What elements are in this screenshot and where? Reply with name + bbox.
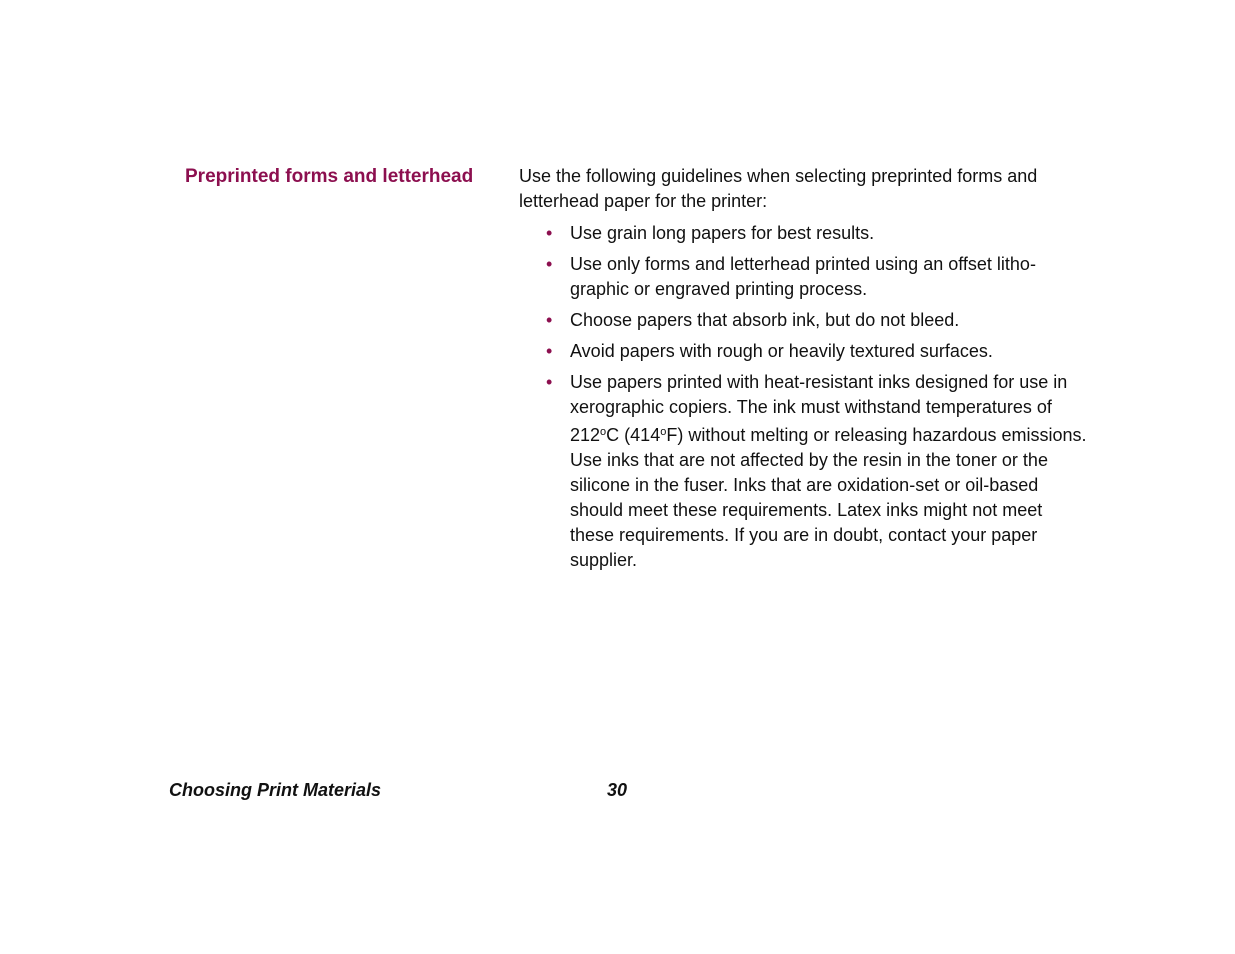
- section-content: [519, 164, 1089, 579]
- text-part: C (414: [606, 425, 661, 445]
- list-item: [519, 339, 1089, 364]
- guidelines-list: [519, 221, 1089, 573]
- bullet-icon: •: [546, 341, 553, 361]
- superscript: o: [600, 426, 607, 438]
- text-part: Use papers printed with heat-resistant inks designed for use in xerographic copiers. The ink must withstand temperatures of 212: [570, 372, 1068, 445]
- page-number: 30: [607, 780, 628, 800]
- bullet-icon: •: [546, 223, 553, 243]
- list-item: [519, 308, 1089, 333]
- list-item: [519, 252, 1089, 302]
- list-item: [519, 221, 1089, 246]
- intro-paragraph: Use the following guidelines when selecting preprinted forms and letterhead paper for the printer:: [519, 166, 1038, 211]
- list-item-text: Use grain long papers for best results.: [570, 223, 875, 243]
- text-part: F) without melting or releasing hazardous emissions. Use inks that are not affected by the resin in the toner or the silicone in the fuser. Inks that are oxidation-set or oil-based should meet these requirements. Latex inks might not meet these requirements. If you are in doubt, contact your paper supplier.: [570, 425, 1087, 570]
- footer-title: Choosing Print Materials: [169, 780, 382, 800]
- bullet-icon: •: [546, 372, 553, 392]
- list-item-text: [570, 372, 1087, 570]
- bullet-icon: •: [546, 310, 553, 330]
- list-item-text: Use only forms and letterhead printed using an offset litho-graphic or engraved printing process.: [570, 254, 1036, 299]
- superscript: o: [660, 426, 667, 438]
- section-heading: Preprinted forms and letterhead: [185, 166, 474, 187]
- list-item-text: Choose papers that absorb ink, but do not bleed.: [570, 310, 960, 330]
- list-item: [519, 370, 1089, 573]
- bullet-icon: •: [546, 254, 553, 274]
- list-item-text: Avoid papers with rough or heavily textured surfaces.: [570, 341, 993, 361]
